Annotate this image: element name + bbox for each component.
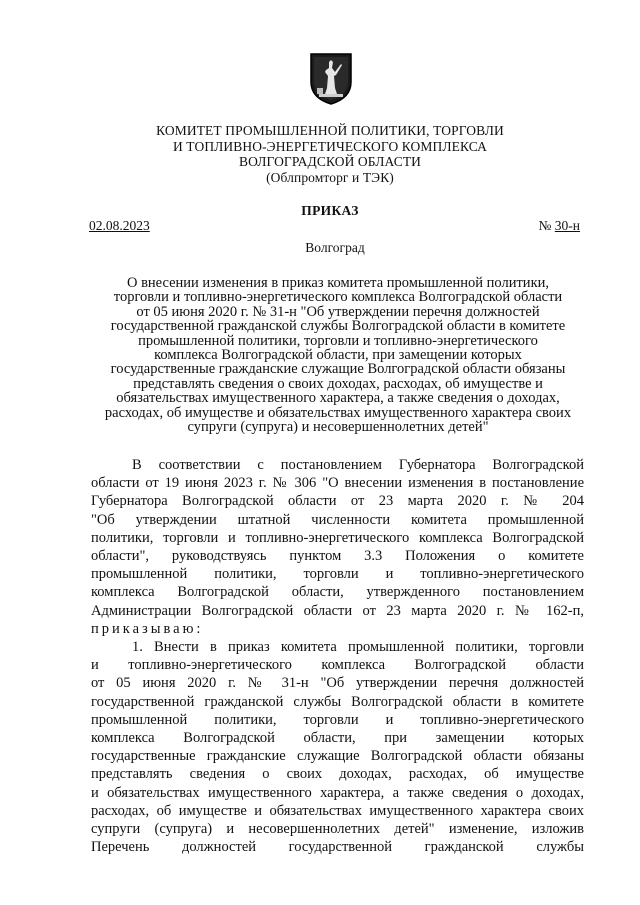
body-line: области от 19 июня 2023 г. № 306 "О внесении изменения в постановление: [91, 475, 584, 492]
body-line: Губернатора Волгоградской области от 23 марта 2020 г. № 204: [91, 493, 584, 510]
subject-line: государственные гражданские служащие Волгоградской области обязаны: [110, 361, 566, 378]
body-line: супруги (супруга) и несовершеннолетних детей" изменение, изложив: [91, 821, 584, 838]
body-line: Перечень должностей государственной гражданской службы: [91, 839, 584, 856]
body-line: "Об утверждении штатной численности комитета промышленной: [91, 511, 584, 528]
body-line: В соответствии с постановлением Губернатора Волгоградской: [132, 457, 584, 473]
body-line: и обязательствах имущественного характера, а также сведения о доходах,: [91, 784, 584, 801]
document-body: [91, 456, 584, 856]
coat-of-arms-icon: [307, 50, 355, 106]
header-line: ВОЛГОГРАДСКОЙ ОБЛАСТИ: [238, 154, 422, 169]
order-word: приказываю:: [91, 620, 204, 637]
order-date: 02.08.2023: [89, 218, 150, 233]
order-number: [539, 218, 581, 234]
body-line: и топливно-энергетического комплекса Волгоградской области: [91, 657, 584, 674]
body-line: политики, торговли и топливно-энергетического комплекса Волгоградской: [91, 529, 584, 546]
header-line: КОМИТЕТ ПРОМЫШЛЕННОЙ ПОЛИТИКИ, ТОРГОВЛИ: [156, 123, 504, 138]
subject-line: комплекса Волгоградской области, при замещении которых: [154, 347, 522, 364]
subject-line: представлять сведения о своих доходах, расходах, об имуществе и: [133, 375, 543, 392]
organization-header: [0, 123, 640, 185]
subject-line: обязательствах имущественного характера, а также сведения о доходах,: [116, 390, 560, 407]
body-line: комплекса Волгоградской области, утвержденного постановлением: [91, 584, 584, 601]
body-line: государственные гражданские служащие Волгоградской области обязаны: [91, 748, 584, 765]
subject-line: супруги (супруга) и несовершеннолетних детей": [187, 419, 489, 436]
subject-line: промышленной политики, торговли и топливно-энергетического: [138, 332, 538, 349]
body-line: комплекса Волгоградской области, при замещении которых: [91, 730, 584, 747]
header-line: (Облпромторг и ТЭК): [266, 169, 394, 185]
body-line: области", руководствуясь пунктом 3.3 Положения о комитете: [91, 548, 584, 565]
body-line: представлять сведения о своих доходах, расходах, об имуществе: [91, 766, 584, 783]
body-line: промышленной политики, торговли и топливно-энергетического: [91, 711, 584, 728]
body-line: Администрации Волгоградской области от 23 марта 2020 г. № 162-п,: [91, 602, 584, 619]
subject-line: О внесении изменения в приказ комитета промышленной политики,: [126, 275, 549, 291]
body-line: 1. Внести в приказ комитета промышленной политики, торговли: [132, 639, 584, 656]
order-number-prefix: №: [538, 218, 555, 233]
subject-line: расходах, об имуществе и обязательствах имущественного характера своих: [104, 404, 572, 421]
subject-line: государственной гражданской службы Волгоградской области в комитете: [110, 318, 566, 335]
subject-line: от 05 июня 2020 г. № 31-н "Об утверждении перечня должностей: [136, 303, 540, 320]
header-line: И ТОПЛИВНО-ЭНЕРГЕТИЧЕСКОГО КОМПЛЕКСА: [172, 138, 487, 154]
body-line: промышленной политики, торговли и топливно-энергетического: [91, 566, 584, 583]
order-number-value: 30-н: [554, 218, 580, 233]
body-line: расходах, об имуществе и обязательствах имущественного характера своих: [91, 802, 584, 819]
subject-line: торговли и топливно-энергетического комплекса Волгоградской области: [113, 289, 563, 306]
order-subject: [88, 276, 588, 434]
body-line: от 05 июня 2020 г. № 31-н "Об утверждении перечня должностей: [91, 675, 584, 692]
city-name: Волгоград: [305, 240, 365, 255]
body-line: государственной гражданской службы Волгоградской области в комитете: [91, 693, 584, 710]
document-title: ПРИКАЗ: [301, 203, 359, 218]
